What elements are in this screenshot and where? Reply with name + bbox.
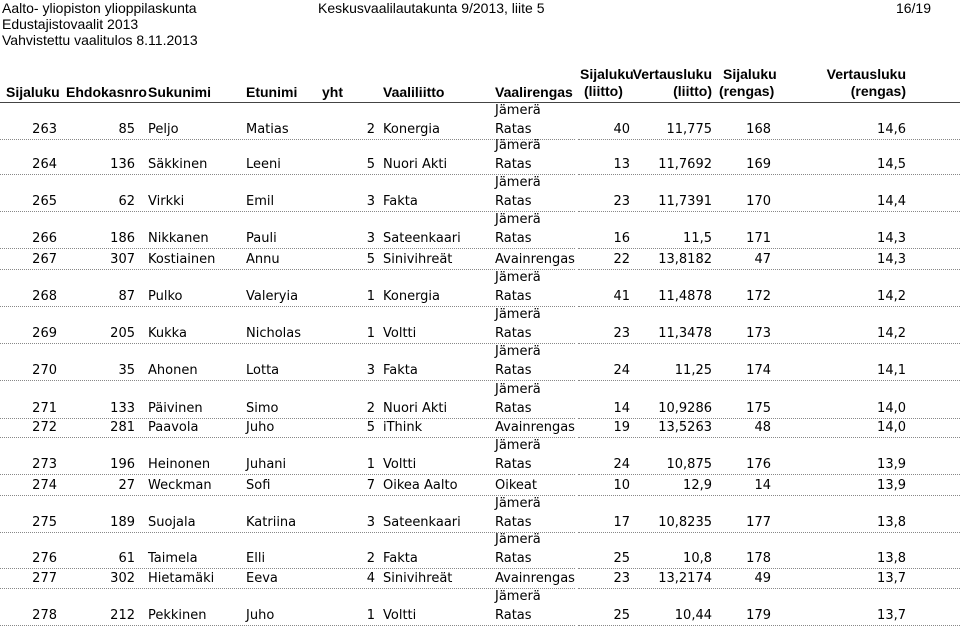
- cell-vertausluku-liitto: 11,4878: [658, 289, 712, 304]
- cell-sukunimi: Säkkinen: [148, 157, 208, 172]
- cell-sijaluku-liitto: 14: [613, 401, 630, 416]
- cell-vaalirengas-top: Jämerä: [495, 307, 541, 322]
- cell-vaalirengas-top: Jämerä: [495, 212, 541, 227]
- cell-vaaliliitto: Voltti: [383, 326, 417, 341]
- row-divider: [578, 532, 960, 533]
- election-name: Edustajistovaalit 2013: [2, 16, 139, 32]
- row-divider: [0, 306, 575, 307]
- cell-vertausluku-liitto: 13,8182: [658, 252, 712, 267]
- cell-vaaliliitto: Voltti: [383, 608, 417, 623]
- cell-vaalirengas: Avainrengas: [495, 252, 575, 267]
- cell-etunimi: Valeryia: [246, 289, 299, 304]
- cell-sukunimi: Päivinen: [148, 401, 203, 416]
- cell-sukunimi: Virkki: [148, 194, 185, 209]
- cell-sijaluku-rengas: 169: [746, 157, 771, 172]
- header-divider: [0, 102, 960, 103]
- cell-vertausluku-rengas: 14,2: [877, 326, 906, 341]
- cell-vaalirengas: Ratas: [495, 515, 532, 530]
- cell-vaaliliitto: Oikea Aalto: [383, 478, 458, 493]
- col-ehdokasnro: Ehdokasnro: [66, 84, 147, 100]
- cell-vaalirengas: Ratas: [495, 289, 532, 304]
- col-etunimi: Etunimi: [246, 84, 298, 100]
- cell-vaalirengas: Ratas: [495, 551, 532, 566]
- cell-sijaluku-liitto: 17: [613, 515, 630, 530]
- cell-sukunimi: Heinonen: [148, 457, 211, 472]
- row-divider: [0, 211, 575, 212]
- cell-sijaluku: 269: [32, 326, 57, 341]
- cell-sijaluku: 274: [32, 478, 57, 493]
- cell-sijaluku-rengas: 175: [746, 401, 771, 416]
- cell-vaaliliitto: Fakta: [383, 551, 418, 566]
- cell-vaalirengas-top: Jämerä: [495, 344, 541, 359]
- cell-vertausluku-rengas: 13,9: [877, 457, 906, 472]
- cell-yht: 5: [366, 157, 375, 172]
- col-sijaluku-liitto: Sijaluku (liitto): [580, 66, 634, 99]
- cell-ehdokasnro: 133: [110, 401, 135, 416]
- cell-vaalirengas-top: Jämerä: [495, 532, 541, 547]
- cell-sijaluku-rengas: 172: [746, 289, 771, 304]
- cell-sijaluku: 278: [32, 608, 57, 623]
- document-header-left: [2, 0, 198, 48]
- cell-sijaluku-liitto: 10: [613, 478, 630, 493]
- row-divider: [0, 269, 575, 270]
- cell-yht: 4: [366, 571, 375, 586]
- committee-reference: Keskusvaalilautakunta 9/2013, liite 5: [318, 0, 545, 16]
- cell-sijaluku-liitto: 13: [613, 157, 630, 172]
- cell-vaaliliitto: Nuori Akti: [383, 157, 448, 172]
- cell-vertausluku-liitto: 10,8235: [658, 515, 712, 530]
- cell-sijaluku-liitto: 24: [613, 363, 630, 378]
- cell-etunimi: Juho: [246, 608, 275, 623]
- cell-sijaluku: 275: [32, 515, 57, 530]
- cell-yht: 7: [366, 478, 375, 493]
- row-divider: [578, 306, 960, 307]
- cell-ehdokasnro: 27: [118, 478, 135, 493]
- cell-ehdokasnro: 189: [110, 515, 135, 530]
- cell-vertausluku-liitto: 10,875: [666, 457, 712, 472]
- cell-vaalirengas: Ratas: [495, 608, 532, 623]
- cell-vaalirengas-top: Jämerä: [495, 382, 541, 397]
- cell-vaalirengas: Ratas: [495, 122, 532, 137]
- cell-vaalirengas-top: Jämerä: [495, 103, 541, 118]
- cell-vertausluku-liitto: 12,9: [683, 478, 712, 493]
- cell-sijaluku: 266: [32, 231, 57, 246]
- cell-vaaliliitto: Fakta: [383, 363, 418, 378]
- cell-vaaliliitto: Fakta: [383, 194, 418, 209]
- cell-sukunimi: Pulko: [148, 289, 183, 304]
- cell-vaalirengas-top: Jämerä: [495, 438, 541, 453]
- cell-etunimi: Annu: [246, 252, 280, 267]
- cell-yht: 5: [366, 252, 375, 267]
- cell-sukunimi: Ahonen: [148, 363, 198, 378]
- cell-ehdokasnro: 61: [118, 551, 135, 566]
- row-divider: [578, 495, 960, 496]
- cell-vaalirengas-top: Jämerä: [495, 175, 541, 190]
- cell-vaalirengas: Avainrengas: [495, 571, 575, 586]
- cell-vertausluku-rengas: 13,7: [877, 608, 906, 623]
- row-divider: [578, 380, 960, 381]
- cell-vaaliliitto: Sinivihreät: [383, 571, 453, 586]
- row-divider: [0, 532, 575, 533]
- cell-vertausluku-liitto: 10,44: [674, 608, 712, 623]
- cell-yht: 2: [366, 551, 375, 566]
- cell-sijaluku-rengas: 47: [754, 252, 771, 267]
- cell-sukunimi: Taimela: [148, 551, 198, 566]
- row-divider: [0, 248, 575, 249]
- cell-sukunimi: Kostiainen: [148, 252, 216, 267]
- row-divider: [0, 343, 575, 344]
- col-vaaliliitto: Vaaliliitto: [383, 84, 445, 100]
- cell-sijaluku-liitto: 23: [613, 571, 630, 586]
- row-divider: [578, 269, 960, 270]
- cell-ehdokasnro: 307: [110, 252, 135, 267]
- cell-ehdokasnro: 196: [110, 457, 135, 472]
- row-divider: [578, 474, 960, 475]
- cell-sijaluku-rengas: 14: [754, 478, 771, 493]
- cell-sijaluku-liitto: 25: [613, 551, 630, 566]
- cell-vaaliliitto: Sateenkaari: [383, 231, 461, 246]
- cell-sijaluku-rengas: 179: [746, 608, 771, 623]
- cell-sijaluku: 276: [32, 551, 57, 566]
- cell-sijaluku-liitto: 24: [613, 457, 630, 472]
- cell-vaalirengas-top: Jämerä: [495, 270, 541, 285]
- cell-sijaluku-rengas: 177: [746, 515, 771, 530]
- cell-sijaluku: 264: [32, 157, 57, 172]
- cell-vertausluku-liitto: 11,25: [674, 363, 712, 378]
- cell-sukunimi: Paavola: [148, 420, 199, 435]
- col-sijaluku-rengas: Sijaluku (rengas): [719, 66, 777, 99]
- cell-etunimi: Leeni: [246, 157, 281, 172]
- cell-vaaliliitto: Sateenkaari: [383, 515, 461, 530]
- row-divider: [0, 380, 575, 381]
- cell-etunimi: Pauli: [246, 231, 277, 246]
- cell-ehdokasnro: 186: [110, 231, 135, 246]
- cell-sijaluku: 273: [32, 457, 57, 472]
- cell-vertausluku-rengas: 13,7: [877, 571, 906, 586]
- cell-vertausluku-rengas: 14,1: [877, 363, 906, 378]
- row-divider: [578, 139, 960, 140]
- cell-vaalirengas: Ratas: [495, 326, 532, 341]
- cell-vertausluku-liitto: 11,3478: [658, 326, 712, 341]
- cell-sijaluku: 263: [32, 122, 57, 137]
- cell-sukunimi: Peljo: [148, 122, 179, 137]
- cell-vaalirengas: Ratas: [495, 363, 532, 378]
- cell-vertausluku-rengas: 14,2: [877, 289, 906, 304]
- cell-yht: 3: [366, 515, 375, 530]
- cell-sijaluku-liitto: 19: [613, 420, 630, 435]
- row-divider: [578, 625, 960, 626]
- cell-ehdokasnro: 136: [110, 157, 135, 172]
- cell-etunimi: Matias: [246, 122, 289, 137]
- row-divider: [578, 437, 960, 438]
- cell-etunimi: Lotta: [246, 363, 280, 378]
- cell-vaalirengas-top: Jämerä: [495, 138, 541, 153]
- cell-vaalirengas: Ratas: [495, 194, 532, 209]
- cell-ehdokasnro: 212: [110, 608, 135, 623]
- cell-etunimi: Katriina: [246, 515, 297, 530]
- cell-vaaliliitto: Konergia: [383, 122, 441, 137]
- cell-vaaliliitto: iThink: [383, 420, 423, 435]
- cell-sukunimi: Kukka: [148, 326, 187, 341]
- cell-sijaluku: 272: [32, 420, 57, 435]
- cell-sijaluku-liitto: 25: [613, 608, 630, 623]
- cell-vertausluku-rengas: 13,9: [877, 478, 906, 493]
- cell-sijaluku-liitto: 41: [613, 289, 630, 304]
- cell-vertausluku-liitto: 13,5263: [658, 420, 712, 435]
- cell-sijaluku: 267: [32, 252, 57, 267]
- cell-vertausluku-rengas: 14,3: [877, 252, 906, 267]
- cell-ehdokasnro: 205: [110, 326, 135, 341]
- cell-ehdokasnro: 35: [118, 363, 135, 378]
- cell-sukunimi: Pekkinen: [148, 608, 207, 623]
- row-divider: [578, 248, 960, 249]
- cell-vaalirengas: Ratas: [495, 401, 532, 416]
- cell-sijaluku-rengas: 48: [754, 420, 771, 435]
- cell-yht: 1: [366, 608, 375, 623]
- row-divider: [0, 474, 575, 475]
- cell-etunimi: Juhani: [246, 457, 287, 472]
- cell-vaaliliitto: Konergia: [383, 289, 441, 304]
- cell-sijaluku: 268: [32, 289, 57, 304]
- cell-vaalirengas: Ratas: [495, 157, 532, 172]
- cell-sijaluku: 277: [32, 571, 57, 586]
- col-sijaluku: Sijaluku: [6, 84, 60, 100]
- org-name: Aalto- yliopiston ylioppilaskunta: [2, 0, 197, 16]
- cell-etunimi: Juho: [246, 420, 275, 435]
- cell-sijaluku-liitto: 40: [613, 122, 630, 137]
- page-number: 16/19: [895, 0, 931, 16]
- cell-vertausluku-rengas: 14,3: [877, 231, 906, 246]
- cell-vaalirengas-top: Jämerä: [495, 589, 541, 604]
- cell-vertausluku-rengas: 14,0: [877, 401, 906, 416]
- cell-yht: 1: [366, 289, 375, 304]
- cell-sijaluku: 265: [32, 194, 57, 209]
- cell-sijaluku-rengas: 170: [746, 194, 771, 209]
- cell-vertausluku-liitto: 10,9286: [658, 401, 712, 416]
- cell-sukunimi: Weckman: [148, 478, 212, 493]
- cell-sijaluku-liitto: 16: [613, 231, 630, 246]
- cell-sukunimi: Nikkanen: [148, 231, 209, 246]
- cell-sukunimi: Hietamäki: [148, 571, 215, 586]
- cell-ehdokasnro: 281: [110, 420, 135, 435]
- cell-vaaliliitto: Nuori Akti: [383, 401, 448, 416]
- cell-sijaluku: 270: [32, 363, 57, 378]
- cell-sijaluku-liitto: 23: [613, 194, 630, 209]
- cell-vertausluku-liitto: 11,5: [683, 231, 712, 246]
- cell-vertausluku-rengas: 13,8: [877, 551, 906, 566]
- cell-vaalirengas: Ratas: [495, 457, 532, 472]
- cell-etunimi: Nicholas: [246, 326, 302, 341]
- cell-vertausluku-liitto: 10,8: [683, 551, 712, 566]
- cell-vertausluku-rengas: 13,8: [877, 515, 906, 530]
- row-divider: [0, 437, 575, 438]
- row-divider: [0, 568, 575, 569]
- cell-vertausluku-rengas: 14,0: [877, 420, 906, 435]
- cell-vertausluku-liitto: 11,7692: [658, 157, 712, 172]
- cell-yht: 1: [366, 457, 375, 472]
- cell-vaalirengas: Avainrengas: [495, 420, 575, 435]
- cell-vertausluku-rengas: 14,6: [877, 122, 906, 137]
- cell-vertausluku-liitto: 11,7391: [658, 194, 712, 209]
- cell-sijaluku-rengas: 168: [746, 122, 771, 137]
- col-vaalirengas: Vaalirengas: [495, 84, 573, 100]
- col-yht: yht: [322, 84, 343, 100]
- cell-yht: 3: [366, 194, 375, 209]
- row-divider: [578, 343, 960, 344]
- row-divider: [578, 588, 960, 589]
- cell-yht: 2: [366, 401, 375, 416]
- cell-sijaluku-rengas: 174: [746, 363, 771, 378]
- cell-vertausluku-rengas: 14,5: [877, 157, 906, 172]
- col-sukunimi: Sukunimi: [148, 84, 212, 100]
- col-vertausluku-rengas: Vertausluku (rengas): [826, 66, 906, 99]
- row-divider: [578, 211, 960, 212]
- cell-vaalirengas: Oikeat: [495, 478, 537, 493]
- cell-sijaluku: 271: [32, 401, 57, 416]
- cell-vertausluku-liitto: 13,2174: [658, 571, 712, 586]
- row-divider: [0, 625, 575, 626]
- cell-yht: 1: [366, 326, 375, 341]
- cell-sijaluku-liitto: 23: [613, 326, 630, 341]
- cell-vertausluku-liitto: 11,775: [666, 122, 712, 137]
- cell-sijaluku-rengas: 178: [746, 551, 771, 566]
- row-divider: [0, 139, 575, 140]
- cell-yht: 3: [366, 231, 375, 246]
- cell-vaaliliitto: Voltti: [383, 457, 417, 472]
- cell-ehdokasnro: 302: [110, 571, 135, 586]
- row-divider: [0, 174, 575, 175]
- row-divider: [578, 418, 960, 419]
- cell-sukunimi: Suojala: [148, 515, 196, 530]
- cell-yht: 5: [366, 420, 375, 435]
- result-confirmation: Vahvistettu vaalitulos 8.11.2013: [2, 32, 198, 48]
- cell-yht: 3: [366, 363, 375, 378]
- row-divider: [578, 568, 960, 569]
- cell-ehdokasnro: 62: [118, 194, 135, 209]
- col-vertausluku-liitto: Vertausluku (liitto): [632, 66, 712, 99]
- cell-vertausluku-rengas: 14,4: [877, 194, 906, 209]
- row-divider: [0, 495, 575, 496]
- cell-vaalirengas: Ratas: [495, 231, 532, 246]
- cell-sijaluku-rengas: 171: [746, 231, 771, 246]
- cell-etunimi: Eeva: [246, 571, 278, 586]
- cell-ehdokasnro: 85: [118, 122, 135, 137]
- cell-etunimi: Simo: [246, 401, 279, 416]
- row-divider: [0, 418, 575, 419]
- cell-ehdokasnro: 87: [118, 289, 135, 304]
- row-divider: [578, 174, 960, 175]
- cell-vaaliliitto: Sinivihreät: [383, 252, 453, 267]
- cell-etunimi: Emil: [246, 194, 275, 209]
- cell-sijaluku-rengas: 173: [746, 326, 771, 341]
- cell-vaalirengas-top: Jämerä: [495, 496, 541, 511]
- cell-etunimi: Sofi: [246, 478, 271, 493]
- row-divider: [0, 588, 575, 589]
- cell-yht: 2: [366, 122, 375, 137]
- cell-sijaluku-rengas: 176: [746, 457, 771, 472]
- cell-etunimi: Elli: [246, 551, 266, 566]
- cell-sijaluku-liitto: 22: [613, 252, 630, 267]
- cell-sijaluku-rengas: 49: [754, 571, 771, 586]
